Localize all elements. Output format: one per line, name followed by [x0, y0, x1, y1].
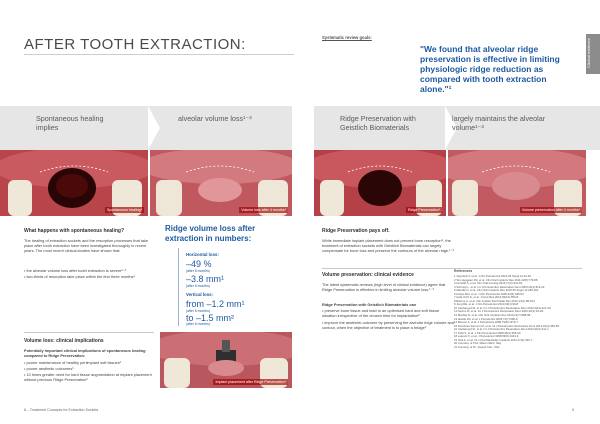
footer-left: 8 – Treatment Concepts for Extraction Sockets: [24, 408, 99, 412]
page-title: AFTER TOOTH EXTRACTION:: [24, 36, 246, 53]
footer-page-number: 9: [572, 408, 574, 412]
question-bullet-1: • the alveolar volume loss after tooth extraction is severe¹⁻³: [24, 268, 127, 273]
references-heading: References: [454, 269, 473, 273]
implications-bullet-3: • 10 times greater need for hard tissue augmentation at implant placement without previous Ridge Preservation⁵: [24, 372, 152, 383]
photo-caption-2: Volume loss after 4 months*: [241, 208, 286, 212]
horizontal-percent-note: (after 6 months): [186, 269, 210, 273]
schematic-label: Systematic review goals:: [322, 35, 372, 40]
reference-item: 6 Araújo MG, et al. J Clin Periodontol 2005;32(6):645-52.: [454, 291, 525, 296]
reference-item: 5 Mardas N, et al. Clin Oral Implants Res 2015;26 Suppl 11:180-201.: [454, 288, 540, 293]
reference-item: 7 Avila-Ortiz G, et al. J Dent Res 2014;93(10):950-8.: [454, 295, 519, 300]
question-body: The healing of extraction sockets and the resorption processes that take place after tooth extraction have been investigated thoroughly in recent years. The most recent clinical studies have shown that:: [24, 238, 149, 254]
photo-volume-loss: [150, 150, 292, 216]
horizontal-loss-label: Horizontal loss:: [186, 252, 219, 257]
implications-bullet-1: • poorer maintenance of healthy periimplant soft tissues²: [24, 360, 121, 365]
band-left-b: alveolar volume loss¹⁻³: [178, 114, 252, 123]
rp-bullet-1: • preserve bone tissue and lead to an optimised hard and soft tissue situation irrespective of the chosen time for implantation⁸: [322, 308, 440, 319]
question-bullet-2: • two-thirds of resorption take place within the first three months⁴: [24, 274, 136, 279]
photo-caption-5: Implant placement after Ridge Preservation*: [215, 380, 286, 384]
question-heading: What happens with spontaneous healing?: [24, 228, 125, 234]
reference-item: 21 Courtesy of Dr. Joseph Kan, USA.: [454, 344, 501, 349]
implications-subheading: Potentially important clinical implications of spontaneous healing compared to Ridge Preservation:: [24, 348, 146, 359]
review-heading: Volume preservation: clinical evidence: [322, 272, 414, 278]
vertical-loss-from: from –1.2 mm¹: [186, 299, 245, 309]
payoff-heading: Ridge Preservation pays off.: [322, 228, 390, 234]
reference-item: 1 Vignoletti F, et al. J Clin Periodontol 2012;39 Suppl 12:22-40.: [454, 275, 532, 278]
band-left-a: Spontaneous healing implies: [36, 114, 104, 132]
title-rule: [24, 54, 294, 55]
rp-heading: Ridge Preservation with Geistlich Biomaterials can: [322, 302, 417, 307]
reference-item: 15 Perelman-Karmon M, et al. Int J Periodontics Restorative Dent 2012;32(4):459-65.: [454, 323, 560, 328]
payoff-body: While immediate implant placement does not prevent bone resorption⁶, the treatment of extraction sockets with Geistlich Biomaterials can largely compensate for bone loss and preserve the contours of the alveolar ridge.¹⁻³: [322, 238, 454, 254]
reference-item: 19 Sisti A, et al. Int J Oral Maxillofac Implants 2012;27(2):430-7.: [454, 337, 533, 342]
photo-implant-placement: [160, 332, 292, 388]
reference-item: 14 Barone A, et al. J Periodontol 2008;79(8):1370-7.: [454, 320, 519, 325]
reference-item: 20 Courtesy of Prof. Mauro Merli, Italy.: [454, 341, 502, 346]
photo-caption-3: Ridge Preservation*: [408, 208, 440, 212]
vertical-to-note: (after 6 months): [186, 322, 210, 326]
horizontal-loss-mm: –3.8 mm¹: [186, 274, 225, 284]
photo-caption-4: Volume preservation after 4 months*: [521, 208, 580, 212]
reference-item: 18 Lekovic V, et al. J Periodontol 1998;69(9):1044-9.: [454, 334, 520, 339]
implications-bullet-2: • poorer aesthetic outcomes³: [24, 366, 74, 371]
reference-item: 16 Cardaropoli D, et al. Int J Periodontics Restorative Dent 2014;34(2):211-7.: [454, 327, 550, 332]
reference-item: 10 Cardaropoli D, et al. Int J Periodontics Restorative Dent 2012;32(4):421-30.: [454, 305, 552, 310]
review-body: The latest systematic reviews (high level of clinical evidence) agree that Ridge Preservation is effective in limiting alveolar volume loss.¹⁻³: [322, 282, 446, 293]
vertical-loss-label: Vertical loss:: [186, 292, 214, 297]
photo-volume-preservation: [448, 150, 586, 216]
rp-bullet-2: • improve the aesthetic outcome by preserving the alveolar ridge volume and contour, when the objective of treatment is to place a bridge⁹: [322, 320, 454, 331]
horizontal-mm-note: (after 6 months): [186, 284, 210, 288]
implications-heading: Volume loss: clinical implications: [24, 338, 104, 344]
band-right-a: Ridge Preservation with Geistlich Biomaterials: [340, 114, 416, 132]
photo-ridge-preservation: [314, 150, 446, 216]
pull-quote: "We found that alveolar ridge preservation is effective in limiting physiologic ridge reduction as compared with tooth extraction alone."¹: [420, 44, 560, 94]
reference-item: 12 Mardas N, et al. Clin Oral Implants Res 2010;21(7):688-98.: [454, 313, 531, 318]
reference-item: 3 Horváth A, et al. Clin Oral Investig 2013;17(2):341-63.: [454, 281, 523, 286]
reference-item: 4 Schropp L, et al. Int J Periodontics Restorative Dent 2003;23(4):313-23.: [454, 284, 546, 289]
vertical-loss-to: to –1.5 mm²: [186, 313, 235, 323]
band-arrow-left: [148, 106, 160, 150]
reference-item: 9 Jung RE, et al. J Clin Periodontol 2013;40(1):90-8.: [454, 302, 519, 307]
reference-item: 13 Iasella JM, et al. J Periodontol 2003;74(7):990-9.: [454, 316, 519, 321]
reference-item: 17 Fickl S, et al. J Clin Periodontol 2008;35(4):356-63.: [454, 330, 522, 335]
side-tab[interactable]: Clinical evidence: [586, 34, 600, 74]
photo-caption-1: Spontaneous healing*: [106, 208, 142, 212]
horizontal-loss-percent: –49 %: [186, 259, 212, 269]
implications-rule: [24, 332, 154, 333]
vertical-from-note: (after 6 months): [186, 309, 210, 313]
volume-loss-heading: Ridge volume loss after extraction in numbers:: [165, 224, 256, 243]
review-rule: [322, 268, 454, 269]
photo-spontaneous-healing: [0, 150, 148, 216]
references-list: [454, 275, 582, 355]
reference-item: 8 Barone A, et al. Clin Implant Dent Relat Res 2012;14(1):98-104.: [454, 298, 536, 303]
band-right-b: largely maintains the alveolar volume¹⁻³: [452, 114, 546, 132]
reference-item: 2 Ten Heggeler JM, et al. Clin Oral Implants Res 2011;22(8):779-88.: [454, 277, 539, 282]
reference-item: 11 Nevins M, et al. Int J Periodontics Restorative Dent 2006;26(1):19-29.: [454, 309, 544, 314]
